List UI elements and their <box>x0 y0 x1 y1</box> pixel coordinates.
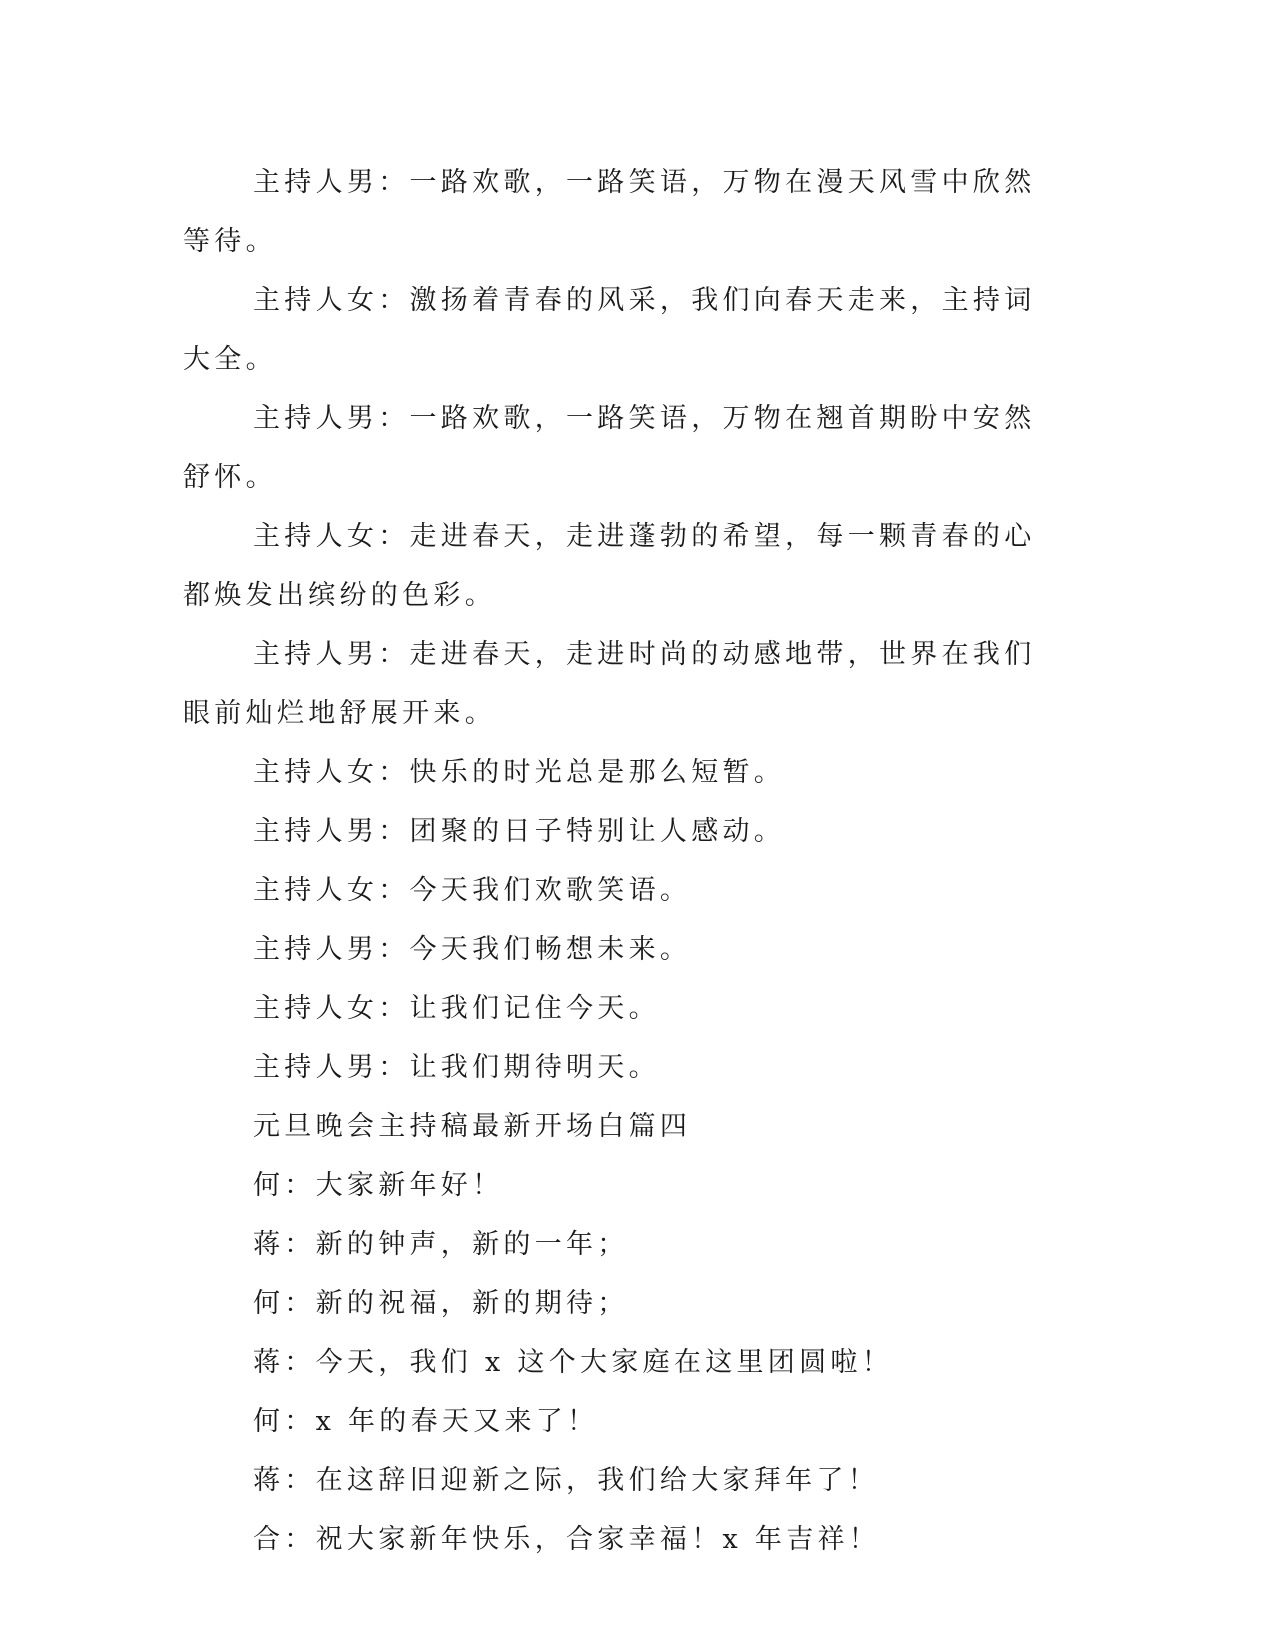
paragraph: 主持人男：一路欢歌，一路笑语，万物在翘首期盼中安然舒怀。 <box>183 403 1036 493</box>
paragraph: 主持人女：快乐的时光总是那么短暂。 <box>253 757 786 788</box>
paragraph: 蒋：在这辞旧迎新之际，我们给大家拜年了！ <box>253 1465 879 1496</box>
paragraph: 主持人女：走进春天，走进蓬勃的希望，每一颗青春的心都焕发出缤纷的色彩。 <box>183 521 1036 611</box>
paragraph: 主持人男：今天我们畅想未来。 <box>253 934 692 965</box>
paragraph: 蒋：今天，我们 x 这个大家庭在这里团圆啦！ <box>253 1347 893 1378</box>
paragraph: 主持人男：一路欢歌，一路笑语，万物在漫天风雪中欣然等待。 <box>183 167 1036 257</box>
paragraph: 主持人男：团聚的日子特别让人感动。 <box>253 816 786 847</box>
document-body <box>183 153 1063 1569</box>
paragraph: 主持人男：走进春天，走进时尚的动感地带，世界在我们眼前灿烂地舒展开来。 <box>183 639 1036 729</box>
paragraph: 何：新的祝福，新的期待； <box>253 1288 629 1319</box>
paragraph: 主持人女：今天我们欢歌笑语。 <box>253 875 692 906</box>
paragraph: 主持人女：让我们记住今天。 <box>253 993 660 1024</box>
paragraph: 主持人男：让我们期待明天。 <box>253 1052 660 1083</box>
paragraph: 何：大家新年好！ <box>253 1170 504 1201</box>
paragraph: 合：祝大家新年快乐，合家幸福！x 年吉祥！ <box>253 1524 881 1555</box>
section-heading: 元旦晚会主持稿最新开场白篇四 <box>253 1111 692 1142</box>
paragraph: 何：x 年的春天又来了！ <box>253 1406 599 1437</box>
paragraph: 蒋：新的钟声，新的一年； <box>253 1229 629 1260</box>
paragraph: 主持人女：激扬着青春的风采，我们向春天走来，主持词大全。 <box>183 285 1036 375</box>
